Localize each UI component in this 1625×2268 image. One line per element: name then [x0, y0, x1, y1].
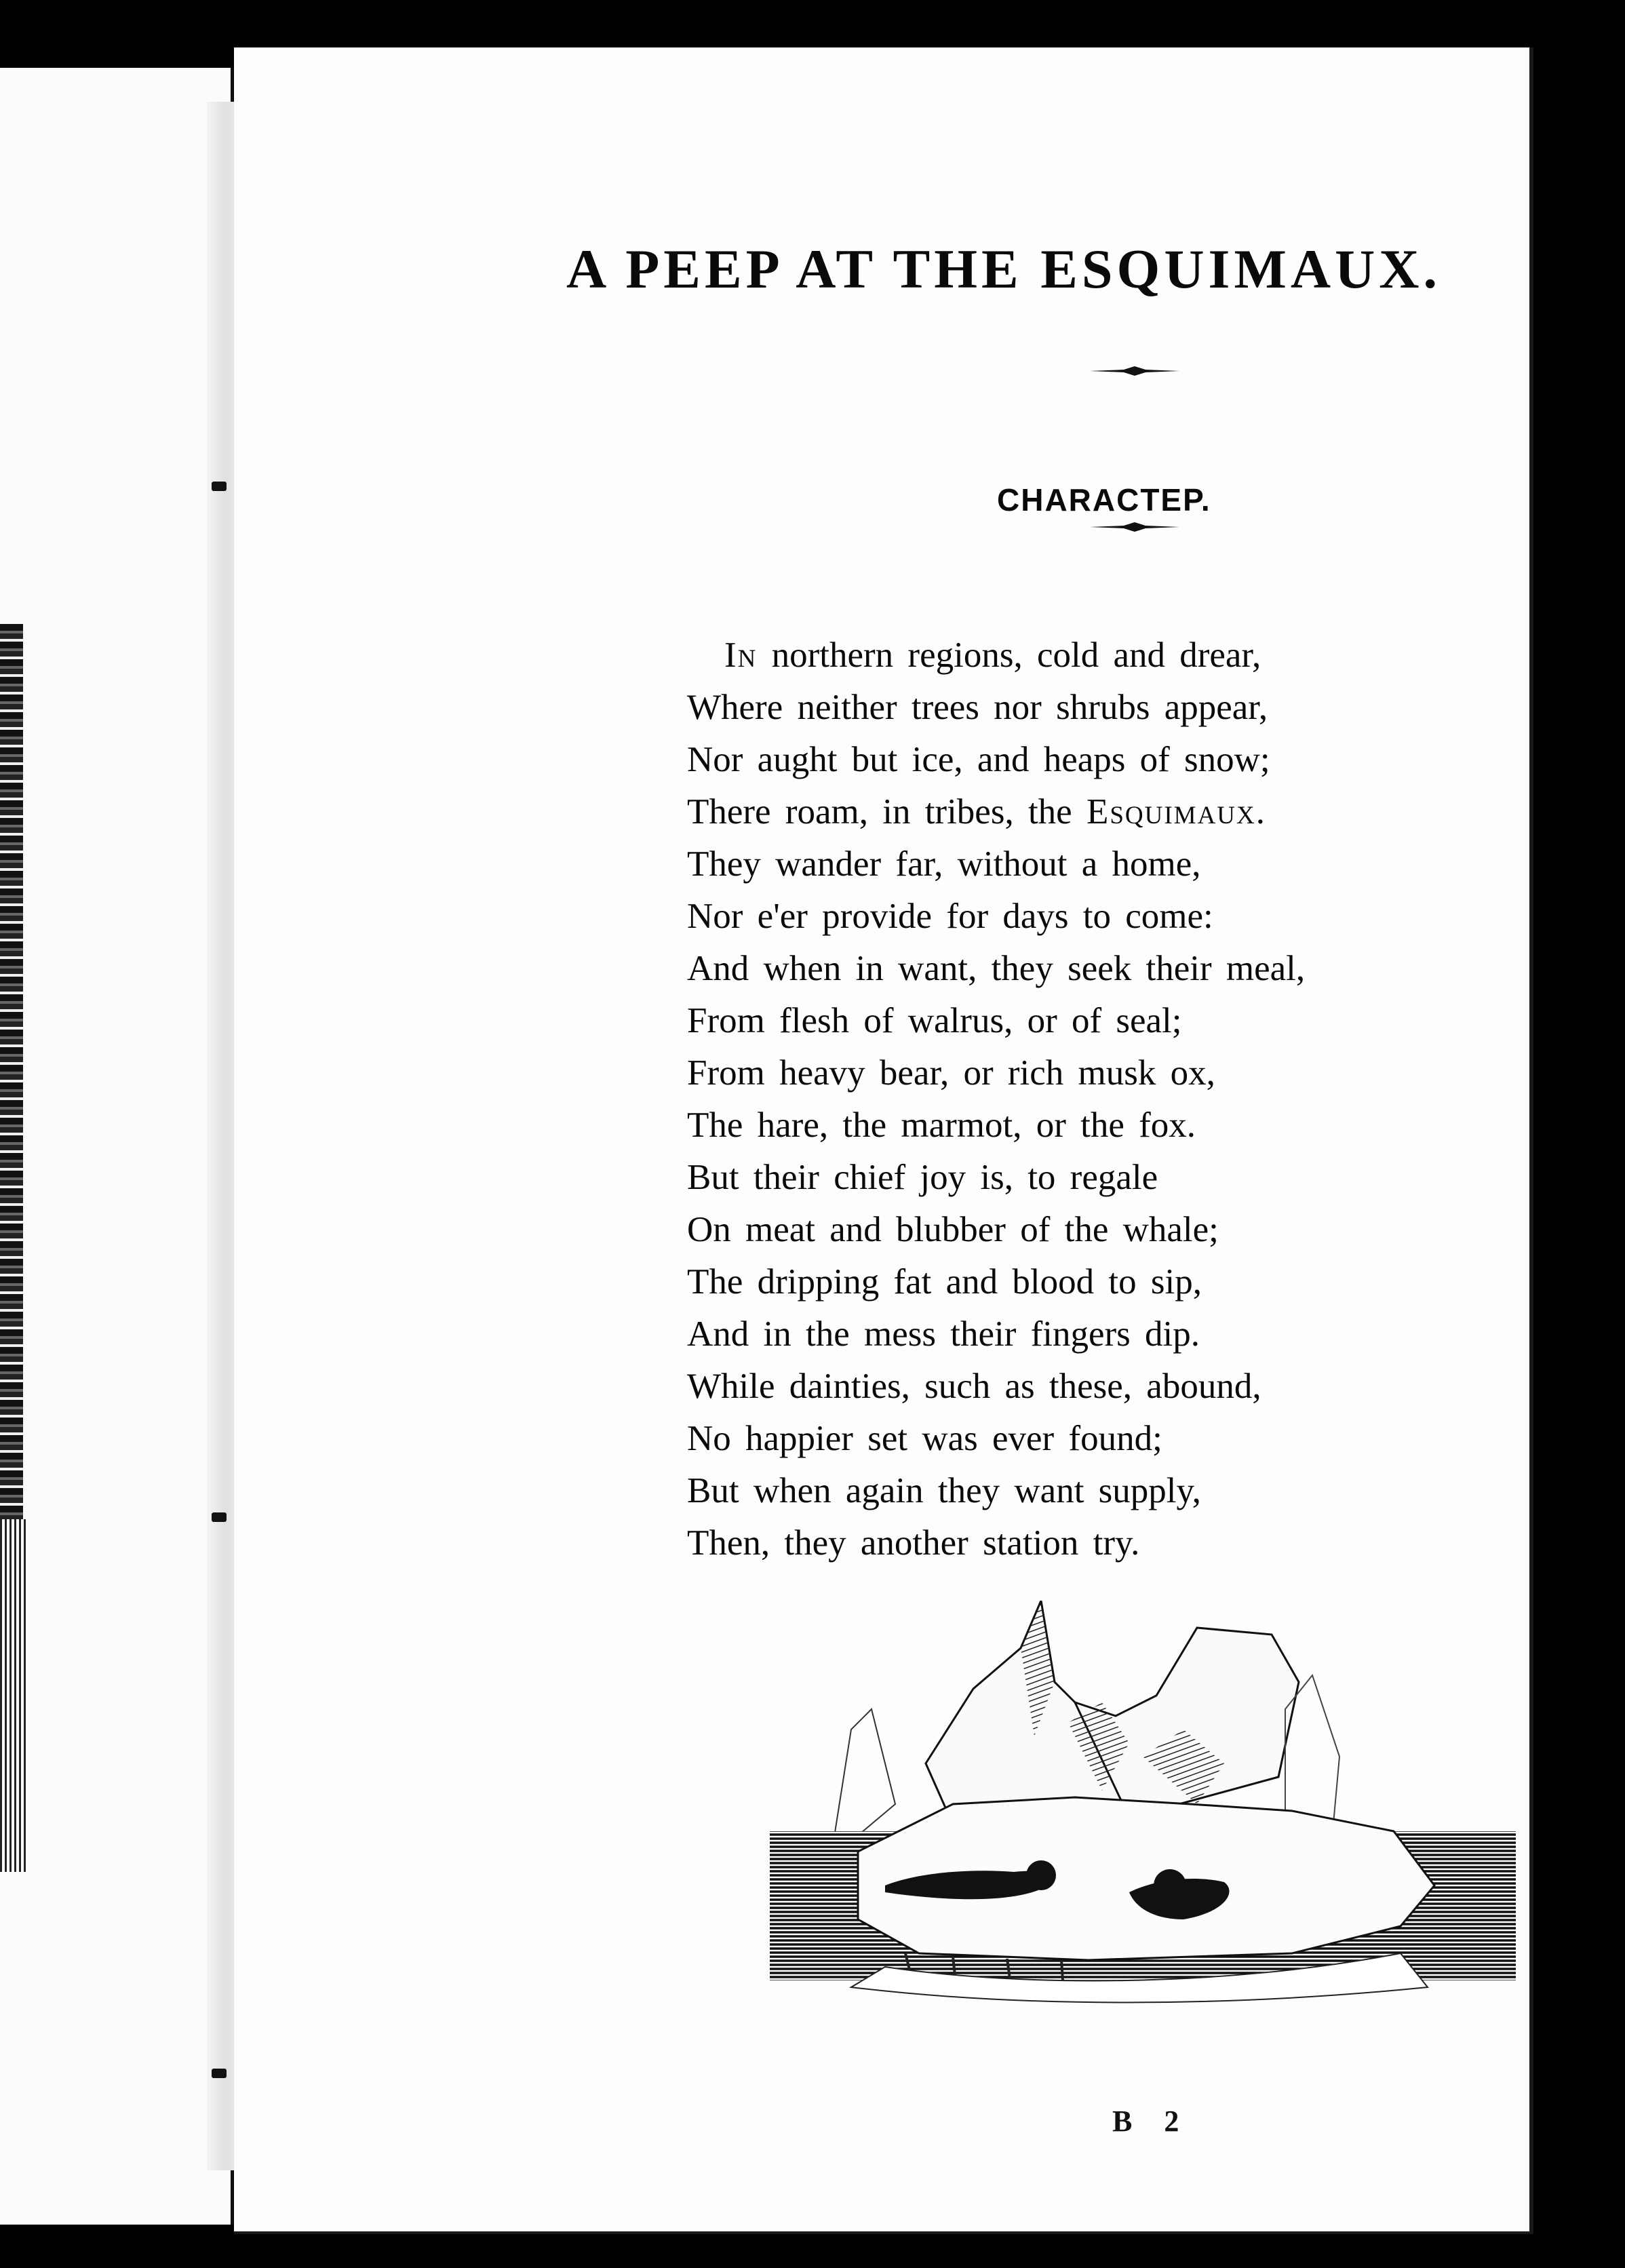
poem-line: But their chief joy is, to regale	[687, 1158, 1158, 1197]
poem-line: There roam, in tribes, the Esquimaux.	[687, 792, 1266, 832]
poem-line: The hare, the marmot, or the fox.	[687, 1106, 1196, 1145]
poem-line: They wander far, without a home,	[687, 844, 1201, 884]
poem-line: Nor e'er provide for days to come:	[687, 897, 1213, 936]
poem-line: Where neither trees nor shrubs appear,	[687, 688, 1268, 727]
left-page-illustration-edge-lower	[0, 1519, 27, 1872]
poem-line: No happier set was ever found;	[687, 1419, 1162, 1458]
binding-stitch	[212, 482, 227, 491]
poem-line: And when in want, they seek their meal,	[687, 949, 1306, 988]
page-title: A PEEP AT THE ESQUIMAUX.	[566, 238, 1441, 300]
poem-line: From flesh of walrus, or of seal;	[687, 1001, 1182, 1040]
poem-line: Nor aught but ice, and heaps of snow;	[687, 740, 1270, 779]
right-page	[234, 47, 1533, 2234]
poem-line: And in the mess their fingers dip.	[687, 1314, 1200, 1354]
poem-line: Then, they another station try.	[687, 1523, 1140, 1563]
binding-stitch	[212, 1512, 227, 1522]
poem	[687, 629, 1501, 1569]
iceberg-seal-illustration	[749, 1601, 1536, 2062]
printer-signature: B 2	[1112, 2105, 1192, 2138]
left-page	[0, 68, 233, 2225]
binding-stitch	[212, 2069, 227, 2078]
poem-line: While dainties, such as these, abound,	[687, 1367, 1261, 1406]
ornamental-rule	[1090, 522, 1179, 528]
section-subtitle: CHARACTEP.	[997, 482, 1211, 517]
poem-emphasis: Esquimaux.	[1086, 792, 1266, 832]
poem-initial-word: In	[724, 636, 758, 675]
poem-line: The dripping fat and blood to sip,	[687, 1262, 1202, 1302]
ornamental-rule	[1090, 366, 1179, 372]
poem-line: In northern regions, cold and drear,	[724, 636, 1261, 675]
poem-line: On meat and blubber of the whale;	[687, 1210, 1219, 1249]
poem-line: But when again they want supply,	[687, 1471, 1201, 1510]
left-page-illustration-edge	[0, 624, 23, 1607]
poem-line: From heavy bear, or rich musk ox,	[687, 1053, 1215, 1093]
